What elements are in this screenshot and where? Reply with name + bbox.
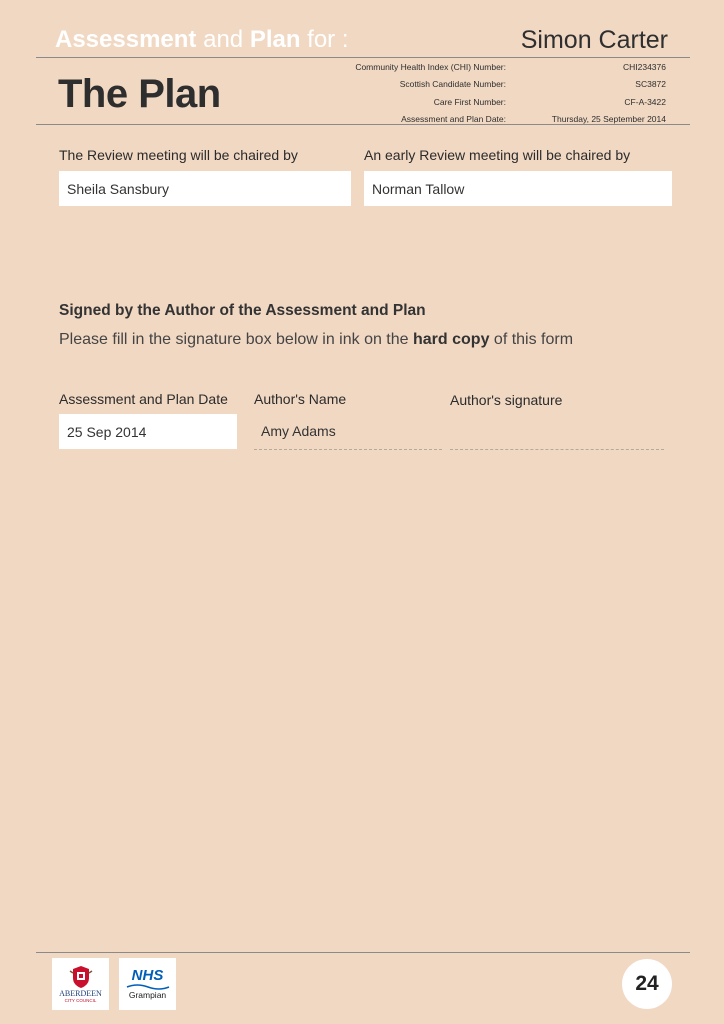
id-value: Thursday, 25 September 2014 [551,114,666,125]
page-number: 24 [622,959,672,1009]
plan-date-label: Assessment and Plan Date [59,391,228,407]
instr-text-bold: hard copy [413,331,490,348]
signature-section-heading: Signed by the Author of the Assessment and Plan [59,302,426,319]
header-rule-bottom [36,124,690,125]
id-label: Assessment and Plan Date: [401,114,506,125]
page-title: The Plan [58,72,221,116]
header-title-plan: Plan [249,26,301,53]
council-crest-icon [68,965,94,989]
header-title-assessment: Assessment [55,26,197,53]
early-review-chair-field[interactable]: Norman Tallow [364,171,672,206]
identifier-table [330,58,666,128]
instr-text-after: of this form [489,331,574,348]
review-chair-label: The Review meeting will be chaired by [59,147,298,163]
header-title-for: for : [300,26,349,53]
council-logo-subtext: CITY COUNCIL [64,997,97,1003]
nhs-logo-subtext: Grampian [128,990,167,1000]
review-chair-field[interactable]: Sheila Sansbury [59,171,351,206]
author-name-line [254,449,442,450]
id-row-carefirst [330,93,666,111]
aberdeen-city-council-logo [52,958,109,1010]
id-value: SC3872 [635,79,666,90]
id-value: CHI234376 [622,61,666,72]
author-name-value[interactable]: Amy Adams [261,423,336,439]
signature-instructions [59,331,573,349]
nhs-logo-text: NHS [131,967,164,984]
header-title [55,26,349,54]
id-label: Community Health Index (CHI) Number: [355,61,506,72]
author-name-label: Author's Name [254,391,347,407]
id-row-scn [330,76,666,94]
patient-name: Simon Carter [520,26,668,54]
nhs-grampian-logo [119,958,176,1010]
early-review-chair-label: An early Review meeting will be chaired by [364,147,631,163]
footer-rule [36,952,690,953]
id-row-plan-date [330,111,666,129]
id-label: Care First Number: [433,96,506,107]
id-row-chi [330,58,666,76]
author-signature-label: Author's signature [450,392,563,408]
instr-text-before: Please fill in the signature box below in ink on the [59,331,413,348]
id-value: CF-A-3422 [624,96,666,107]
council-logo-text: ABERDEEN [59,988,102,998]
plan-date-field[interactable]: 25 Sep 2014 [59,414,237,449]
id-label: Scottish Candidate Number: [399,79,506,90]
author-signature-line[interactable] [450,449,664,450]
header-title-and: and [196,26,250,53]
